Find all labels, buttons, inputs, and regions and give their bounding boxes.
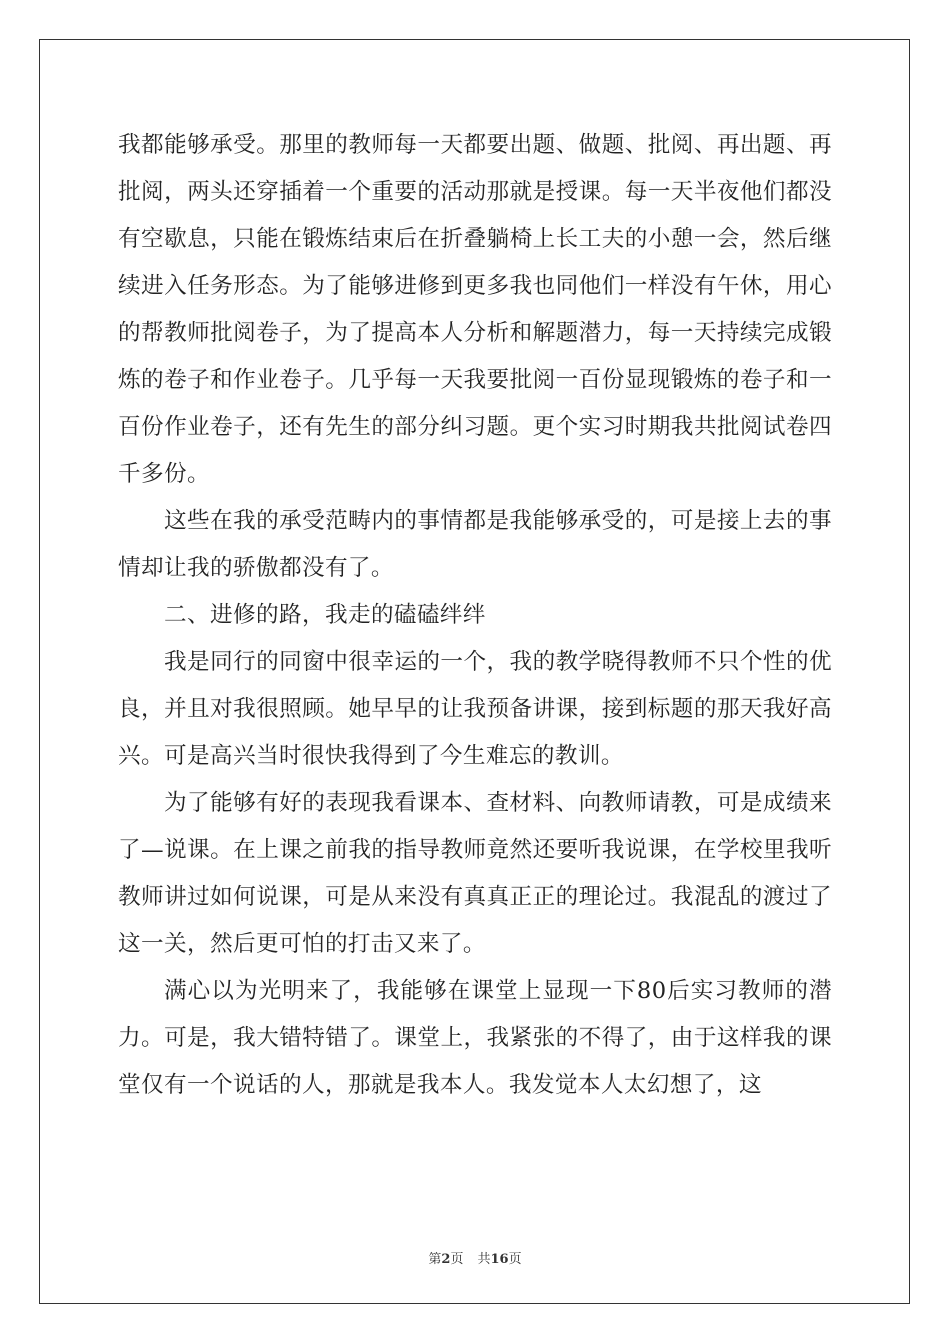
paragraph-4: 为了能够有好的表现我看课本、查材料、向教师请教，可是成绩来了—说课。在上课之前我的指导教师竟然还要听我说课，在学校里我听教师讲过如何说课，可是从来没有真真正正的理论过。我混乱的渡过了这一关，然后更可怕的打击又来了。 bbox=[118, 790, 832, 957]
paragraph-2: 这些在我的承受范畴内的事情都是我能够承受的，可是接上去的事情却让我的骄傲都没有了。 bbox=[118, 508, 832, 581]
paragraph-1: 我都能够承受。那里的教师每一天都要出题、做题、批阅、再出题、再批阅，两头还穿插着一个重要的活动那就是授课。每一天半夜他们都没有空歇息，只能在锻炼结束后在折叠躺椅上长工夫的小憩一会，然后继续进入任务形态。为了能够进修到更多我也同他们一样没有午休，用心的帮教师批阅卷子，为了提高本人分析和解题潜力，每一天持续完成锻炼的卷子和作业卷子。几乎每一天我要批阅一百份显现锻炼的卷子和一百份作业卷子，还有先生的部分纠习题。更个实习时期我共批阅试卷四千多份。 bbox=[118, 132, 832, 487]
page-footer bbox=[0, 1248, 950, 1267]
paragraph-3: 我是同行的同窗中很幸运的一个，我的教学晓得教师不只个性的优良，并且对我很照顾。她早早的让我预备讲课，接到标题的那天我好高兴。可是高兴当时很快我得到了今生难忘的教训。 bbox=[118, 649, 832, 769]
total-label-suffix: 页 bbox=[508, 1252, 522, 1267]
section-heading: 二、进修的路，我走的磕磕绊绊 bbox=[164, 602, 486, 628]
page-label-suffix: 页 bbox=[450, 1252, 464, 1267]
document-body bbox=[118, 122, 832, 1109]
total-pages: 16 bbox=[490, 1252, 509, 1267]
page-label-prefix: 第 bbox=[428, 1252, 442, 1267]
total-label-prefix: 共 bbox=[477, 1252, 491, 1267]
page-number: 2 bbox=[441, 1252, 451, 1267]
paragraph-5: 满心以为光明来了，我能够在课堂上显现一下80后实习教师的潜力。可是，我大错特错了。课堂上，我紧张的不得了，由于这样我的课堂仅有一个说话的人，那就是我本人。我发觉本人太幻想了，这 bbox=[118, 978, 832, 1098]
